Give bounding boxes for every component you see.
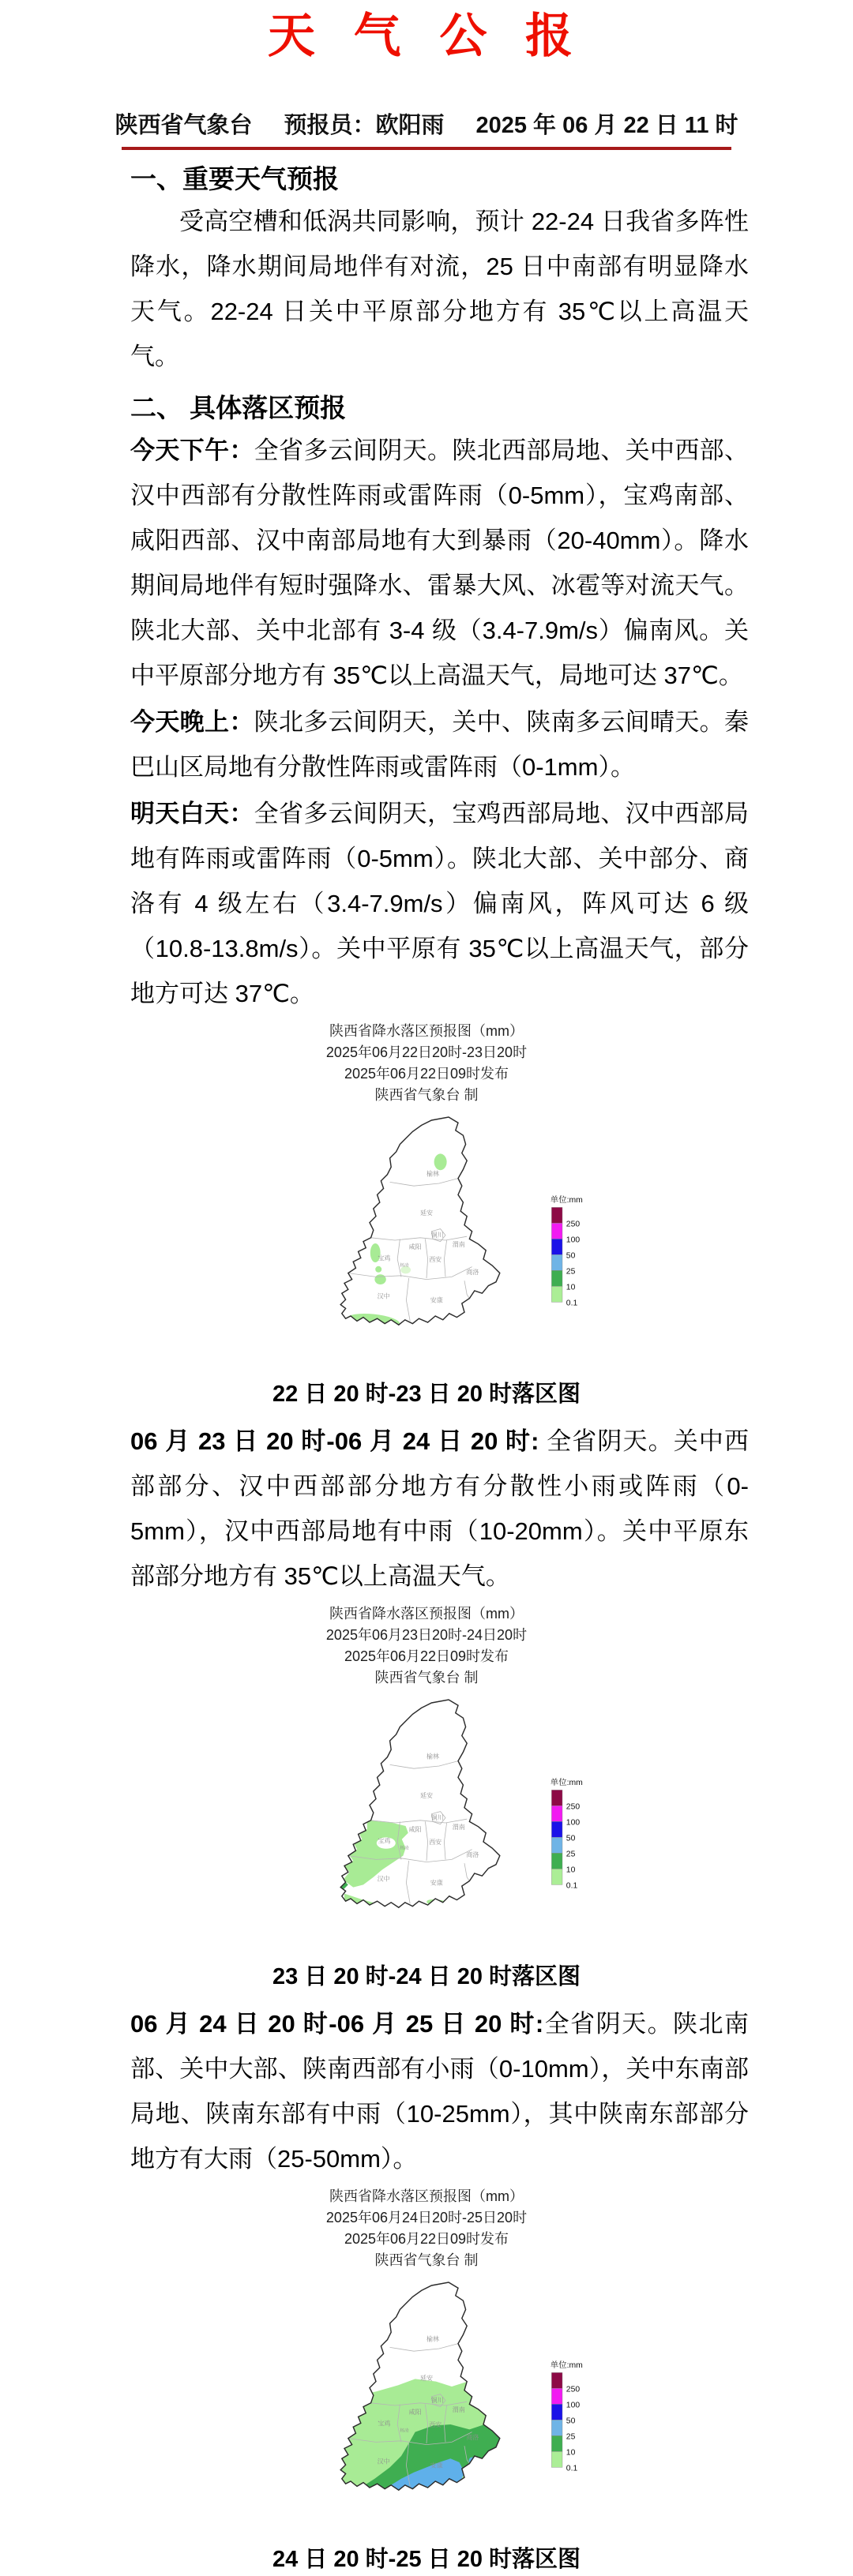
header-forecaster: 预报员：欧阳雨 bbox=[284, 113, 445, 138]
forecast-tonight-lead: 今天晚上： bbox=[130, 708, 254, 736]
map3-precip-map bbox=[245, 2273, 608, 2538]
doc-title: 天 气 公 报 bbox=[267, 9, 585, 62]
map2-title-line1: 陕西省降水落区预报图（mm） bbox=[329, 1606, 524, 1622]
forecast-tomorrow-lead: 明天白天： bbox=[130, 800, 254, 827]
map1-title-line4: 陕西省气象台 制 bbox=[374, 1087, 479, 1103]
map1-precip-map bbox=[245, 1108, 608, 1373]
map1-title-line1: 陕西省降水落区预报图（mm） bbox=[329, 1023, 524, 1039]
forecast-day23-text: 全省阴天。关中西部部分、汉中西部部分地方有分散性小雨或阵雨（0-5mm），汉中西部局地有中雨（10-20mm）。关中平原东部部分地方有 35℃以上高温天气。 bbox=[130, 1427, 749, 1590]
map3-title-line1: 陕西省降水落区预报图（mm） bbox=[329, 2188, 524, 2204]
forecast-tomorrow-text: 全省多云间阴天，宝鸡西部局地、汉中西部局地有阵雨或雷阵雨（0-5mm）。陕北大部、关中部分、商洛有 4 级左右（3.4-7.9m/s）偏南风，阵风可达 6 级（10.8-13.8m/s）。关中平原有 35℃以上高温天气，部分地方可达 37℃。 bbox=[130, 800, 750, 1007]
map1-titles bbox=[0, 1021, 853, 1106]
map-figure-3 bbox=[0, 2186, 853, 2538]
map2-title-line4: 陕西省气象台 制 bbox=[374, 1670, 479, 1685]
forecast-day23-lead: 06 月 23 日 20 时-06 月 24 日 20 时: bbox=[130, 1427, 539, 1455]
map1-title-line2: 2025年06月22日20时-23日20时 bbox=[325, 1044, 528, 1060]
forecast-tonight bbox=[130, 699, 749, 789]
header-line bbox=[115, 107, 738, 140]
forecast-day24-lead: 06 月 24 日 20 时-06 月 25 日 20 时: bbox=[130, 2010, 544, 2038]
header-datetime: 2025 年 06 月 22 日 11 时 bbox=[475, 113, 738, 138]
map3-titles bbox=[0, 2186, 853, 2271]
map-figure-2 bbox=[0, 1603, 853, 1955]
map3-title-line4: 陕西省气象台 制 bbox=[374, 2252, 479, 2268]
map2-title-line3: 2025年06月22日09时发布 bbox=[344, 1648, 509, 1664]
forecast-afternoon bbox=[130, 428, 749, 698]
forecast-day23 bbox=[130, 1419, 749, 1599]
map-figure-1 bbox=[0, 1021, 853, 1373]
forecast-day24-text: 全省阴天。陕北南部、关中大部、陕南西部有小雨（0-10mm），关中东南部局地、陕南东部有中雨（10-25mm），其中陕南东部部分地方有大雨（25-50mm）。 bbox=[130, 2010, 749, 2173]
forecast-afternoon-lead: 今天下午： bbox=[130, 437, 254, 464]
map3-title-line2: 2025年06月24日20时-25日20时 bbox=[325, 2210, 528, 2225]
forecast-afternoon-text: 全省多云间阴天。陕北西部局地、关中西部、汉中西部有分散性阵雨或雷阵雨（0-5mm），宝鸡南部、咸阳西部、汉中南部局地有大到暴雨（20-40mm）。降水期间局地伴有短时强降水、雷暴大风、冰雹等对流天气。陕北大部、关中北部有 3-4 级（3.4-7.9m/s）偏南风。关中平原部分地方有 35℃以上高温天气，局地可达 37℃。 bbox=[130, 437, 750, 689]
map3-title-line3: 2025年06月22日09时发布 bbox=[344, 2231, 509, 2247]
header-station: 陕西省气象台 bbox=[115, 113, 253, 138]
section2-heading: 二、 具体落区预报 bbox=[130, 393, 347, 422]
map3-caption: 24 日 20 时-25 日 20 时落区图 bbox=[272, 2547, 581, 2572]
map2-titles bbox=[0, 1603, 853, 1689]
section1-paragraph: 受高空槽和低涡共同影响，预计 22-24 日我省多阵性降水，降水期间局地伴有对流，25 日中南部有明显降水天气。22-24 日关中平原部分地方有 35℃以上高温天气。 bbox=[130, 208, 749, 370]
map2-precip-map bbox=[245, 1690, 608, 1955]
section1-heading: 一、重要天气预报 bbox=[130, 164, 339, 193]
forecast-tonight-text: 陕北多云间阴天，关中、陕南多云间晴天。秦巴山区局地有分散性阵雨或雷阵雨（0-1mm）。 bbox=[130, 708, 750, 781]
header-rule bbox=[115, 107, 738, 150]
map1-caption: 22 日 20 时-23 日 20 时落区图 bbox=[272, 1382, 581, 1407]
forecast-tomorrow bbox=[130, 791, 749, 1016]
map2-caption: 23 日 20 时-24 日 20 时落区图 bbox=[272, 1964, 581, 1989]
map1-title-line3: 2025年06月22日09时发布 bbox=[344, 1066, 509, 1082]
map2-title-line2: 2025年06月23日20时-24日20时 bbox=[325, 1627, 528, 1643]
forecast-day24 bbox=[130, 2001, 749, 2181]
